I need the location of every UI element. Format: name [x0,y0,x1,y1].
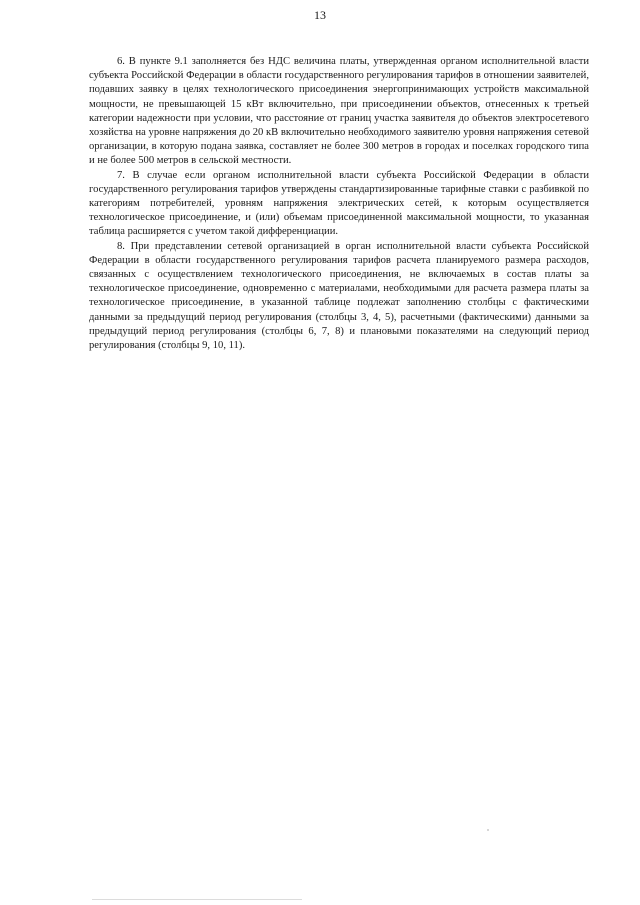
scan-artifact [92,899,302,900]
document-body [89,55,589,353]
scan-artifact [487,829,489,831]
paragraph-8: 8. При представлении сетевой организацией в орган исполнительной власти субъекта Российской Федерации в области государственного регулирования тарифов расчета планируемого размера расходов, связанных с осуществлением технологического присоединения, не включаемых в состав платы за технологическое присоединение, одновременно с материалами, необходимыми для расчета размера платы за технологическое присоединение, в указанной таблице подлежат заполнению столбцы с фактическими данными за предыдущий период регулирования (столбцы 3, 4, 5), расчетными (фактическими) данными за предыдущий период регулирования (столбцы 6, 7, 8) и плановыми показателями на следующий период регулирования (столбцы 9, 10, 11). [89,240,589,352]
paragraph-7: 7. В случае если органом исполнительной власти субъекта Российской Федерации в области государственного регулирования тарифов утверждены стандартизированные тарифные ставки с разбивкой по категориям потребителей, уровням напряжения электрических сетей, к которым осуществляется технологическое присоединение, и (или) объемам присоединенной максимальной мощности, то указанная таблица расширяется с учетом такой дифференциации. [89,169,589,238]
paragraph-6: 6. В пункте 9.1 заполняется без НДС величина платы, утвержденная органом исполнительной власти субъекта Российской Федерации в области государственного регулирования тарифов в отношении заявителей, подавших заявку в целях технологического присоединения энергопринимающих устройств максимальной мощности, не превышающей 15 кВт включительно, при присоединении объектов, отнесенных к третьей категории надежности при условии, что расстояние от границ участка заявителя до объектов электросетевого хозяйства на уровне напряжения до 20 кВ включительно необходимого заявителю уровня напряжения сетевой организации, в которую подана заявка, составляет не более 300 метров в городах и поселках городского типа и не более 500 метров в сельской местности. [89,56,589,167]
page-number: 13 [314,8,326,22]
